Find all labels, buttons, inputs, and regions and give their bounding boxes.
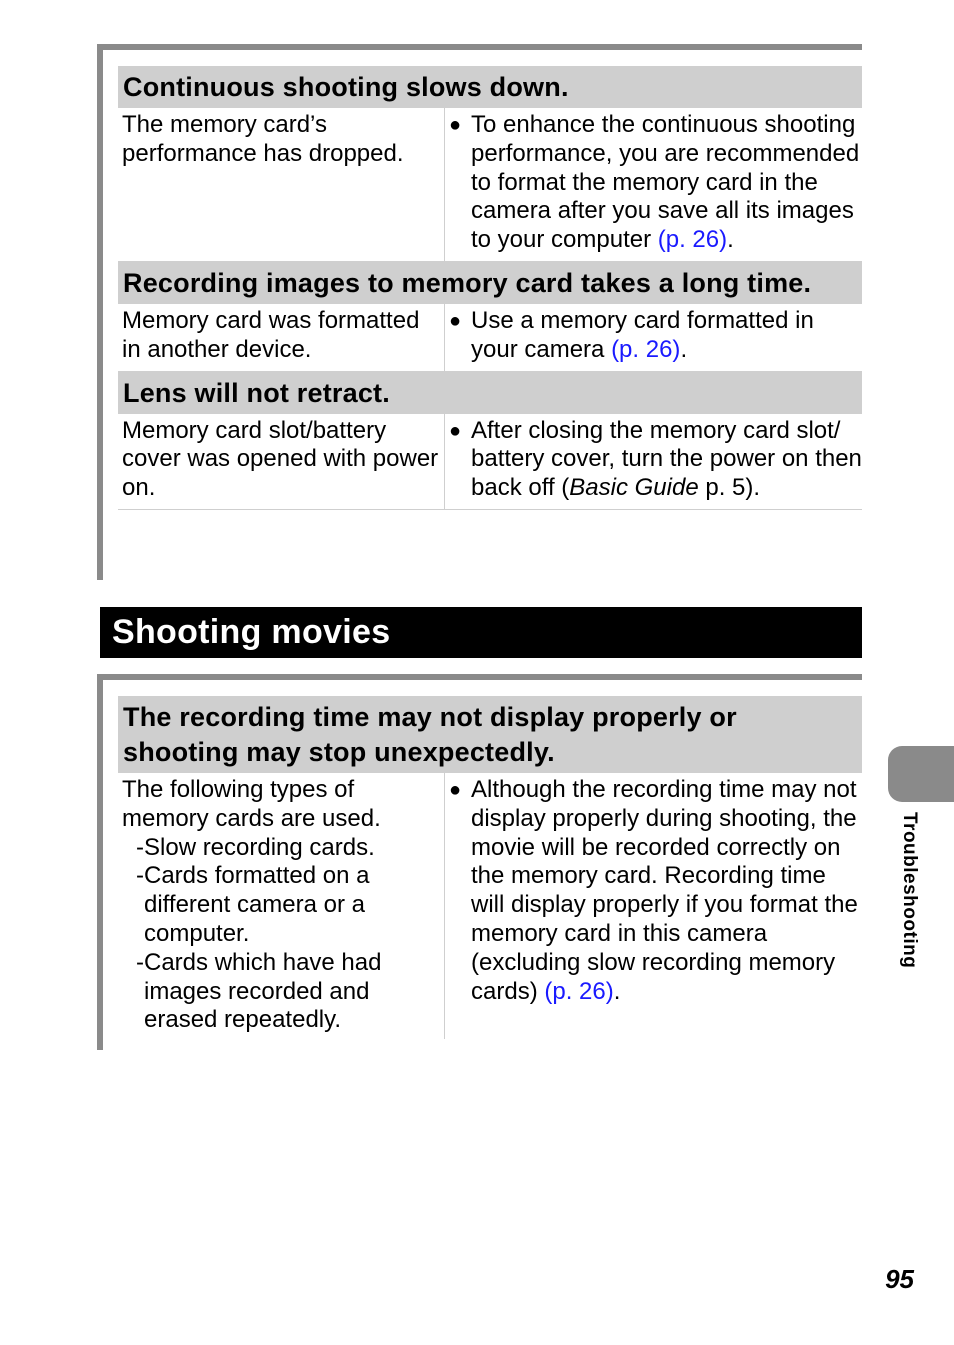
page-link[interactable]: (p. 26) — [544, 977, 614, 1005]
problem-header-continuous: Continuous shooting slows down. — [118, 66, 862, 108]
dash-marker: - — [136, 862, 144, 890]
cause-list — [122, 834, 440, 1036]
solution-end: . — [727, 226, 734, 254]
list-item — [122, 862, 440, 948]
list-item-text: Cards formatted on a different camera or a computer. — [144, 862, 370, 947]
solution-text — [471, 776, 862, 1033]
solution-text — [471, 417, 862, 503]
page-number: 95 — [885, 1264, 914, 1294]
solution-body: Although the recording time may not display properly during shooting, the movie will be recorded correctly on the memory card. Recording time will display properly if you format the memory card in this camera (excluding slow recording memory cards) — [471, 776, 858, 1005]
page-link[interactable]: (p. 26) — [611, 335, 681, 363]
solution-cell — [445, 414, 862, 509]
chapter-tab-marker — [888, 746, 954, 802]
table-row — [118, 773, 862, 1039]
troubleshooting-block-2 — [97, 674, 862, 1050]
list-item — [122, 949, 440, 1035]
solution-text — [471, 111, 862, 255]
troubleshooting-block-1 — [97, 44, 862, 580]
problem-header-movie: The recording time may not display properly or shooting may stop unexpectedly. — [118, 696, 862, 773]
block-2-inner — [118, 680, 862, 1039]
basic-guide-ref: Basic Guide — [569, 474, 699, 502]
page-link[interactable]: (p. 26) — [657, 226, 728, 254]
cause-cell: Memory card was formatted in another device. — [118, 304, 445, 371]
bullet-icon: ● — [449, 419, 462, 442]
solution-text — [471, 307, 862, 365]
table-row — [118, 414, 862, 510]
chapter-side-label: Troubleshooting — [899, 812, 920, 969]
solution-end: . — [613, 977, 621, 1005]
cause-intro: The following types of memory cards are used. — [122, 776, 381, 832]
list-item-text: Cards which have had images recorded and erased repeatedly. — [144, 948, 382, 1034]
bullet-icon: ● — [449, 309, 462, 332]
solution-cell — [445, 108, 862, 261]
bullet-icon: ● — [449, 114, 462, 136]
solution-body: After closing the memory card slot/ battery cover, turn the power on then back off ( — [471, 416, 862, 502]
cause-cell: The memory card’s performance has dropped. — [118, 108, 445, 261]
solution-cell — [445, 304, 862, 371]
bullet-icon: ● — [449, 779, 462, 801]
list-item-text: Slow recording cards. — [144, 833, 375, 861]
solution-body: To enhance the continuous shooting performance, you are recommended to format the memory card in the camera after you save all its images to your computer — [471, 111, 860, 254]
cause-cell: Memory card slot/battery cover was opened with power on. — [118, 414, 445, 509]
solution-body: Use a memory card formatted in your camera — [471, 306, 814, 363]
list-item — [122, 834, 440, 863]
problem-header-lens: Lens will not retract. — [118, 372, 862, 414]
dash-marker: - — [136, 948, 144, 976]
table-row — [118, 108, 862, 262]
solution-cell — [445, 773, 862, 1039]
cause-cell — [118, 773, 445, 1039]
solution-end: . — [680, 335, 688, 363]
block-1-inner — [118, 50, 862, 510]
table-row — [118, 304, 862, 372]
dash-marker: - — [136, 833, 144, 861]
problem-header-recording: Recording images to memory card takes a long time. — [118, 262, 862, 304]
section-title: Shooting movies — [100, 607, 862, 658]
solution-end: p. 5). — [698, 474, 761, 502]
